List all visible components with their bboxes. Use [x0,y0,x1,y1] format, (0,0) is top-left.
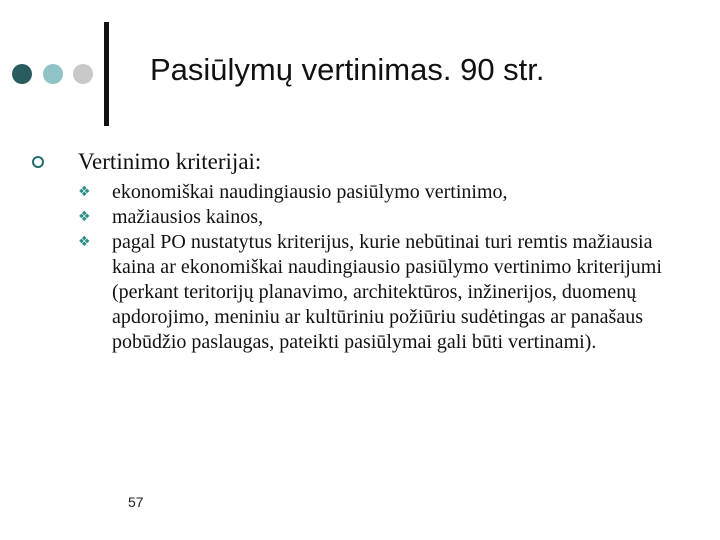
diamond-bullet-icon: ❖ [78,234,91,250]
bullet-heading: Vertinimo kriterijai: [78,149,262,174]
list-item [30,230,692,355]
diamond-bullet-icon: ❖ [78,184,91,200]
ring-bullet-icon [32,156,44,168]
criteria-list [30,180,700,355]
list-item [30,205,692,230]
teal-dot-icon [43,64,63,84]
page-number: 57 [128,494,144,510]
list-item-text: pagal PO nustatytus kriterijus, kurie nebūtinai turi remtis mažiausia kaina ar ekonomiškai naudingiausio pasiūlymo vertinimo kriterijumi (perkant teritorijų planavimo, architektūros, inžinerijos, duomenų apdorojimo, meniniu ar kultūriniu požiūriu sudėtingas ar panašaus pobūdžio paslaugas, pateikti pasiūlymai gali būti vertinami). [112,231,662,353]
list-item-text: ekonomiškai naudingiausio pasiūlymo vertinimo, [112,181,508,203]
bullet-level1 [30,148,700,176]
dark-dot-icon [12,64,32,84]
slide-body [30,148,700,355]
decorative-dots [12,64,96,84]
list-item [30,180,692,205]
slide-title: Pasiūlymų vertinimas. 90 str. [150,52,545,87]
title-divider [104,22,109,126]
diamond-bullet-icon: ❖ [78,209,91,225]
grey-dot-icon [73,64,93,84]
list-item-text: mažiausios kainos, [112,206,264,228]
